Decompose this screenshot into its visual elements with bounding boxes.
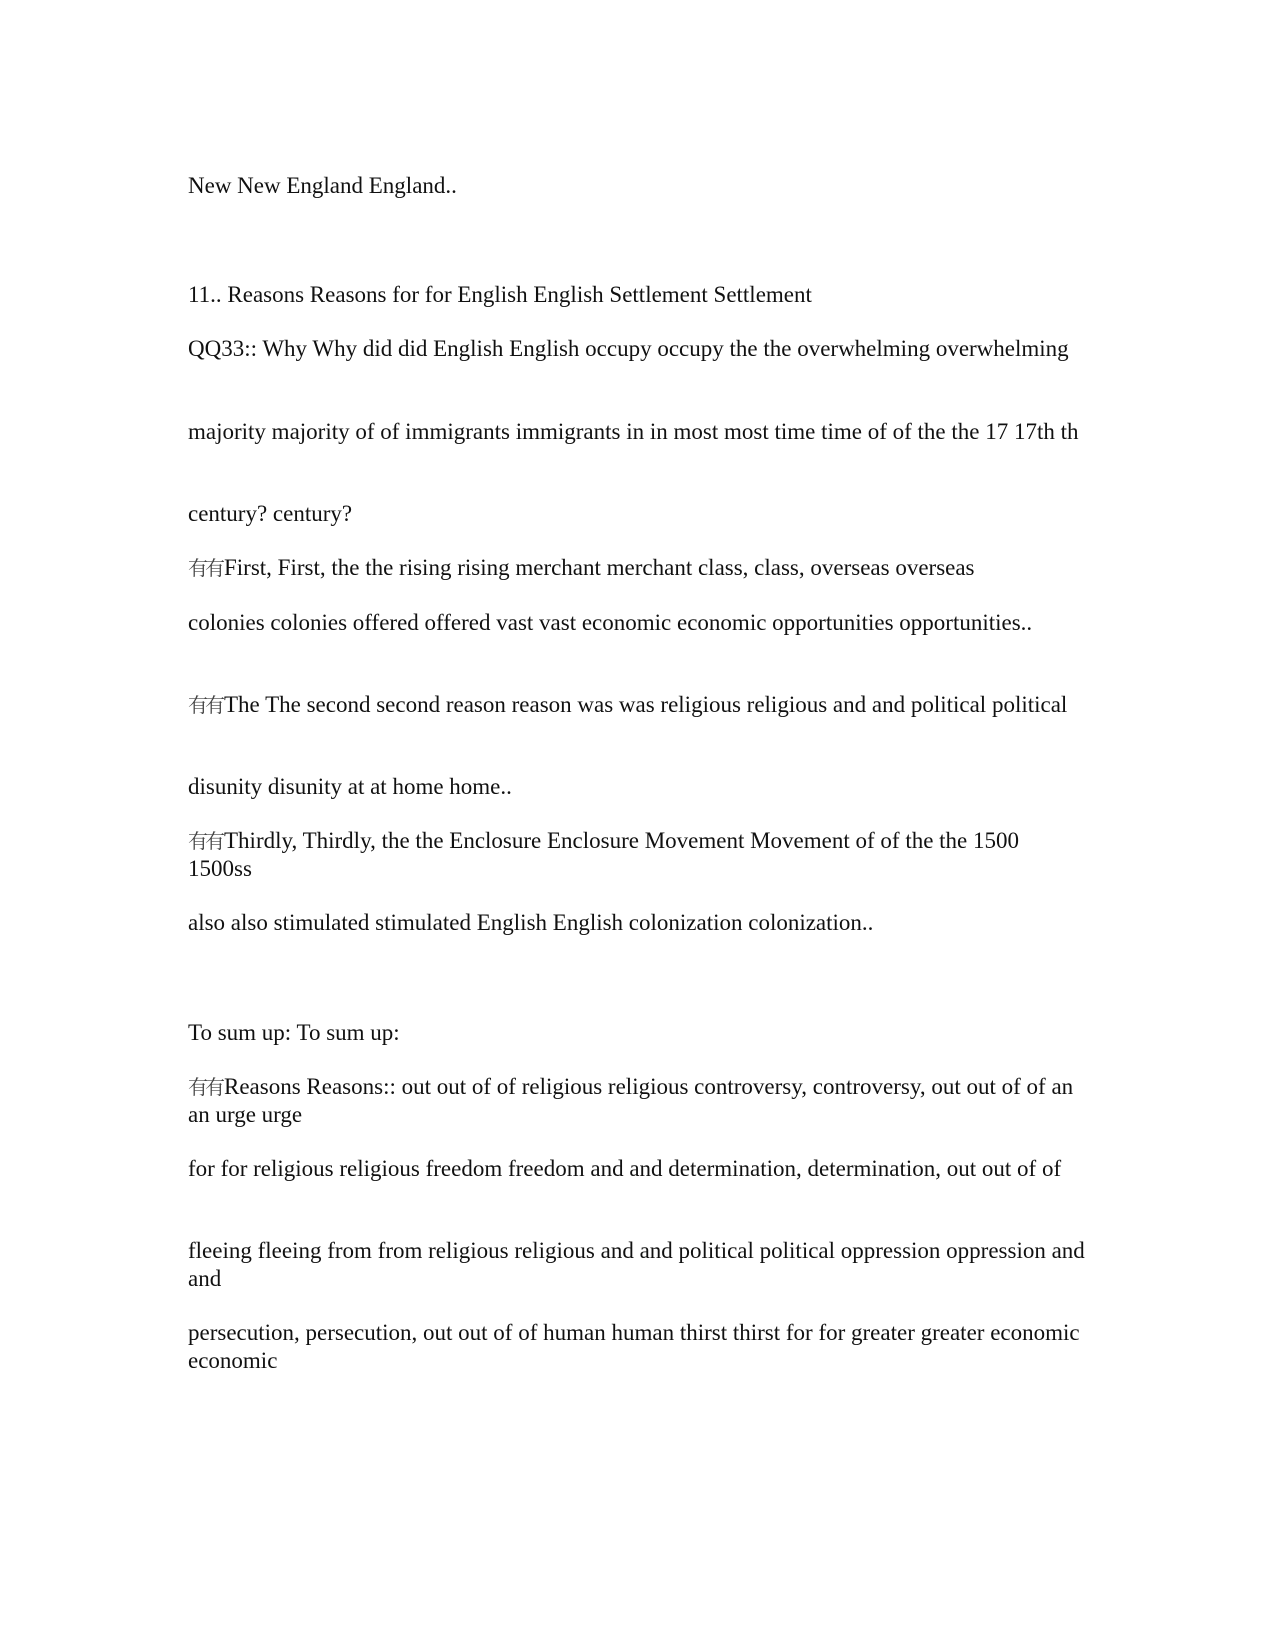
question-line [188, 500, 1088, 528]
bullet-item-text: Thirdly, Thirdly, the the Enclosure Enclosure Movement Movement of of the the 1500 1500ss [188, 828, 1020, 881]
question-line-text: majority majority of of immigrants immigrants in in most most time time of of the the 17 17th th [188, 419, 1079, 444]
bullet-item-text: First, First, the the rising rising merchant merchant class, class, overseas overseas [224, 555, 975, 580]
bullet-item [188, 1073, 1088, 1129]
bullet-item [188, 827, 1088, 883]
bullet-icon: 有有 [188, 693, 222, 717]
bullet-icon: 有有 [188, 829, 222, 853]
body-line [188, 909, 1088, 937]
body-line [188, 1155, 1088, 1183]
subsection-heading [188, 281, 1088, 309]
bullet-item [188, 691, 1088, 719]
section-title [188, 172, 1088, 200]
body-line-text: fleeing fleeing from from religious religious and and political political oppression oppression and and [188, 1238, 1085, 1291]
body-line-text: disunity disunity at at home home.. [188, 774, 512, 799]
question-line-text: century? century? [188, 501, 353, 526]
body-line-text: also also stimulated stimulated English English colonization colonization.. [188, 910, 874, 935]
body-line-text: persecution, persecution, out out of of human human thirst thirst for for greater greater economic economic [188, 1320, 1080, 1373]
body-line [188, 1319, 1088, 1375]
bullet-item [188, 554, 1088, 582]
bullet-icon: 有有 [188, 556, 222, 580]
body-line [188, 773, 1088, 801]
question-line-text: QQ33:: Why Why did did English English occupy occupy the the overwhelming overwhelming [188, 336, 1069, 361]
summary-heading [188, 1019, 1088, 1047]
question-line [188, 335, 1088, 363]
body-line [188, 609, 1088, 637]
bullet-item-text: Reasons Reasons:: out out of of religious religious controversy, controversy, out out of of an an urge urge [188, 1074, 1074, 1127]
subsection-heading-text: 11.. Reasons Reasons for for English English Settlement Settlement [188, 282, 812, 307]
bullet-item-text: The The second second reason reason was was religious religious and and political political [224, 692, 1068, 717]
bullet-icon: 有有 [188, 1075, 222, 1099]
section-title-text: New New England England.. [188, 173, 457, 198]
body-line-text: colonies colonies offered offered vast vast economic economic opportunities opportunities.. [188, 610, 1033, 635]
summary-heading-text: To sum up: To sum up: [188, 1020, 400, 1045]
body-line-text: for for religious religious freedom freedom and and determination, determination, out out of of [188, 1156, 1062, 1181]
body-line [188, 1237, 1088, 1293]
question-line [188, 418, 1088, 446]
